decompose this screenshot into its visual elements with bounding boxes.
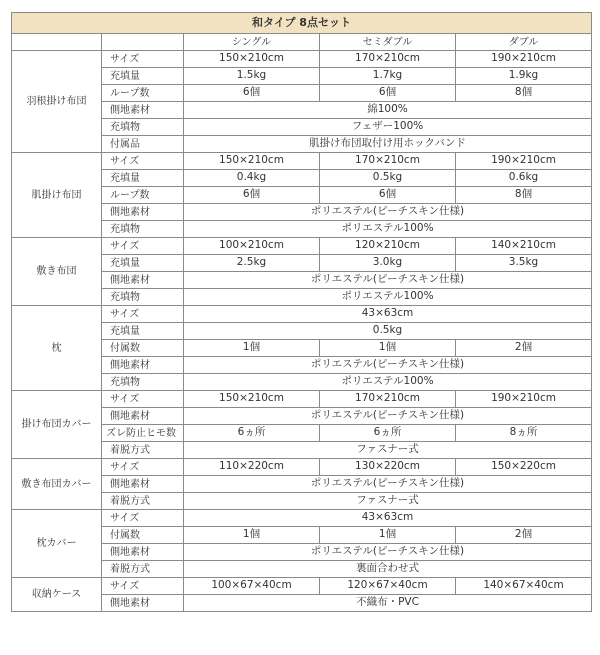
category-label: 羽根掛け布団 bbox=[12, 51, 102, 153]
value-cell-all-sizes: ポリエステル100% bbox=[184, 374, 592, 391]
table-title-row bbox=[12, 13, 592, 34]
attribute-label: 充填量 bbox=[102, 255, 184, 272]
value-cell-all-sizes: 不織布・PVC bbox=[184, 595, 592, 612]
spec-table-body bbox=[12, 13, 592, 612]
value-cell-all-sizes: 肌掛け布団取付け用ホックバンド bbox=[184, 136, 592, 153]
attribute-label: 充填物 bbox=[102, 374, 184, 391]
attribute-label: サイズ bbox=[102, 153, 184, 170]
attribute-label: ズレ防止ヒモ数 bbox=[102, 425, 184, 442]
table-row bbox=[12, 153, 592, 170]
value-cell-single: 100×67×40cm bbox=[184, 578, 320, 595]
attribute-label: 充填物 bbox=[102, 221, 184, 238]
category-label: 収納ケース bbox=[12, 578, 102, 612]
value-cell-semi-double: 6個 bbox=[320, 187, 456, 204]
value-cell-single: 0.4kg bbox=[184, 170, 320, 187]
attribute-label: 充填量 bbox=[102, 170, 184, 187]
value-cell-double: 190×210cm bbox=[456, 153, 592, 170]
value-cell-double: 190×210cm bbox=[456, 391, 592, 408]
attribute-label: ループ数 bbox=[102, 187, 184, 204]
table-row bbox=[12, 459, 592, 476]
value-cell-double: 8個 bbox=[456, 187, 592, 204]
value-cell-double: 1.9kg bbox=[456, 68, 592, 85]
value-cell-double: 0.6kg bbox=[456, 170, 592, 187]
category-label: 枕 bbox=[12, 306, 102, 391]
column-header-double: ダブル bbox=[456, 34, 592, 51]
attribute-label: サイズ bbox=[102, 391, 184, 408]
attribute-label: 充填物 bbox=[102, 119, 184, 136]
attribute-label: 付属数 bbox=[102, 527, 184, 544]
attribute-label: ループ数 bbox=[102, 85, 184, 102]
attribute-label: 側地素材 bbox=[102, 272, 184, 289]
column-header-single: シングル bbox=[184, 34, 320, 51]
value-cell-all-sizes: フェザー100% bbox=[184, 119, 592, 136]
attribute-label: 着脱方式 bbox=[102, 561, 184, 578]
attribute-label: 側地素材 bbox=[102, 595, 184, 612]
attribute-label: 着脱方式 bbox=[102, 442, 184, 459]
value-cell-single: 6ヵ所 bbox=[184, 425, 320, 442]
value-cell-single: 150×210cm bbox=[184, 51, 320, 68]
value-cell-all-sizes: ポリエステル100% bbox=[184, 289, 592, 306]
value-cell-single: 6個 bbox=[184, 187, 320, 204]
value-cell-semi-double: 170×210cm bbox=[320, 153, 456, 170]
attribute-label: 付属品 bbox=[102, 136, 184, 153]
value-cell-all-sizes: ポリエステル(ピーチスキン仕様) bbox=[184, 544, 592, 561]
value-cell-all-sizes: 綿100% bbox=[184, 102, 592, 119]
value-cell-single: 1個 bbox=[184, 340, 320, 357]
attribute-label: 付属数 bbox=[102, 340, 184, 357]
table-row bbox=[12, 510, 592, 527]
value-cell-all-sizes: ポリエステル(ピーチスキン仕様) bbox=[184, 272, 592, 289]
value-cell-semi-double: 120×67×40cm bbox=[320, 578, 456, 595]
value-cell-semi-double: 1個 bbox=[320, 527, 456, 544]
attribute-label: 側地素材 bbox=[102, 204, 184, 221]
attribute-label: 側地素材 bbox=[102, 408, 184, 425]
value-cell-semi-double: 130×220cm bbox=[320, 459, 456, 476]
value-cell-single: 100×210cm bbox=[184, 238, 320, 255]
attribute-label: 充填量 bbox=[102, 68, 184, 85]
attribute-label: 側地素材 bbox=[102, 544, 184, 561]
value-cell-all-sizes: 43×63cm bbox=[184, 306, 592, 323]
attribute-label: サイズ bbox=[102, 459, 184, 476]
value-cell-double: 190×210cm bbox=[456, 51, 592, 68]
value-cell-semi-double: 170×210cm bbox=[320, 391, 456, 408]
value-cell-double: 150×220cm bbox=[456, 459, 592, 476]
value-cell-all-sizes: ポリエステル(ピーチスキン仕様) bbox=[184, 408, 592, 425]
category-label: 掛け布団カバー bbox=[12, 391, 102, 459]
value-cell-single: 6個 bbox=[184, 85, 320, 102]
value-cell-single: 110×220cm bbox=[184, 459, 320, 476]
value-cell-single: 150×210cm bbox=[184, 153, 320, 170]
value-cell-all-sizes: ポリエステル(ピーチスキン仕様) bbox=[184, 476, 592, 493]
value-cell-all-sizes: ポリエステル(ピーチスキン仕様) bbox=[184, 204, 592, 221]
value-cell-all-sizes: ポリエステル(ピーチスキン仕様) bbox=[184, 357, 592, 374]
value-cell-all-sizes: ポリエステル100% bbox=[184, 221, 592, 238]
value-cell-semi-double: 1.7kg bbox=[320, 68, 456, 85]
value-cell-single: 1.5kg bbox=[184, 68, 320, 85]
value-cell-double: 2個 bbox=[456, 340, 592, 357]
header-blank-attribute bbox=[102, 34, 184, 51]
header-blank-category bbox=[12, 34, 102, 51]
category-label: 枕カバー bbox=[12, 510, 102, 578]
value-cell-semi-double: 1個 bbox=[320, 340, 456, 357]
value-cell-all-sizes: 0.5kg bbox=[184, 323, 592, 340]
value-cell-double: 8個 bbox=[456, 85, 592, 102]
column-header-semi-double: セミダブル bbox=[320, 34, 456, 51]
value-cell-semi-double: 120×210cm bbox=[320, 238, 456, 255]
value-cell-all-sizes: 裏面合わせ式 bbox=[184, 561, 592, 578]
value-cell-all-sizes: ファスナー式 bbox=[184, 493, 592, 510]
attribute-label: 着脱方式 bbox=[102, 493, 184, 510]
value-cell-single: 2.5kg bbox=[184, 255, 320, 272]
attribute-label: 側地素材 bbox=[102, 102, 184, 119]
value-cell-single: 150×210cm bbox=[184, 391, 320, 408]
value-cell-all-sizes: 43×63cm bbox=[184, 510, 592, 527]
table-row bbox=[12, 238, 592, 255]
table-row bbox=[12, 391, 592, 408]
value-cell-semi-double: 170×210cm bbox=[320, 51, 456, 68]
value-cell-double: 140×210cm bbox=[456, 238, 592, 255]
attribute-label: サイズ bbox=[102, 51, 184, 68]
table-row bbox=[12, 578, 592, 595]
table-row bbox=[12, 51, 592, 68]
value-cell-semi-double: 6個 bbox=[320, 85, 456, 102]
column-header-row bbox=[12, 34, 592, 51]
value-cell-double: 2個 bbox=[456, 527, 592, 544]
value-cell-semi-double: 0.5kg bbox=[320, 170, 456, 187]
value-cell-double: 8ヵ所 bbox=[456, 425, 592, 442]
value-cell-semi-double: 3.0kg bbox=[320, 255, 456, 272]
table-title: 和タイプ 8点セット bbox=[12, 13, 592, 34]
value-cell-single: 1個 bbox=[184, 527, 320, 544]
category-label: 敷き布団 bbox=[12, 238, 102, 306]
table-row bbox=[12, 306, 592, 323]
attribute-label: 側地素材 bbox=[102, 357, 184, 374]
attribute-label: 充填物 bbox=[102, 289, 184, 306]
spec-table bbox=[11, 12, 592, 612]
category-label: 肌掛け布団 bbox=[12, 153, 102, 238]
attribute-label: サイズ bbox=[102, 578, 184, 595]
category-label: 敷き布団カバー bbox=[12, 459, 102, 510]
attribute-label: 側地素材 bbox=[102, 476, 184, 493]
attribute-label: サイズ bbox=[102, 306, 184, 323]
value-cell-semi-double: 6ヵ所 bbox=[320, 425, 456, 442]
attribute-label: サイズ bbox=[102, 510, 184, 527]
value-cell-double: 3.5kg bbox=[456, 255, 592, 272]
attribute-label: 充填量 bbox=[102, 323, 184, 340]
value-cell-all-sizes: ファスナー式 bbox=[184, 442, 592, 459]
attribute-label: サイズ bbox=[102, 238, 184, 255]
value-cell-double: 140×67×40cm bbox=[456, 578, 592, 595]
